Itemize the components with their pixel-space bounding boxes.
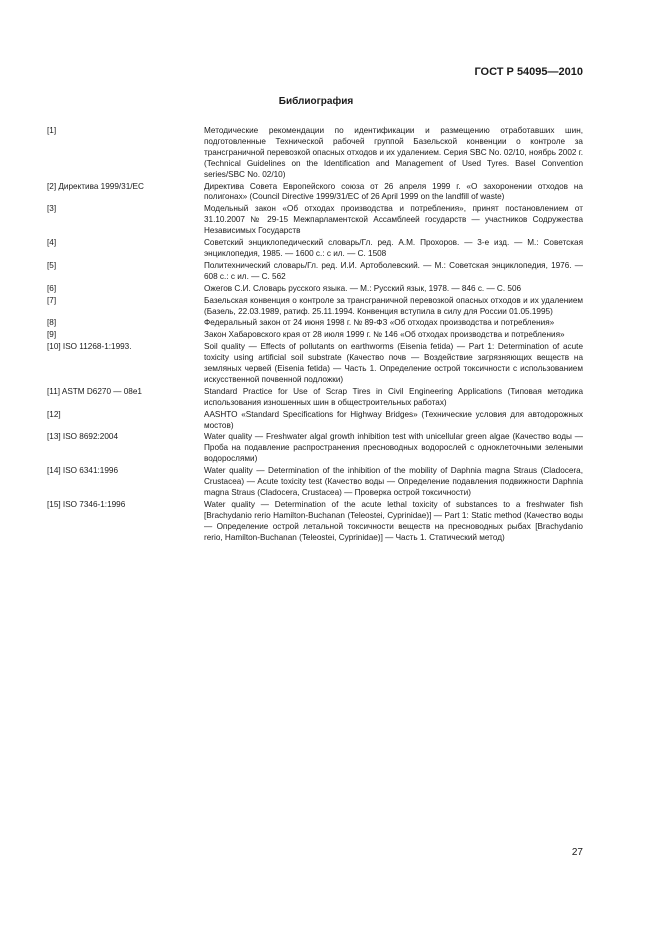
reference-id: [2] Директива 1999/31/ЕС xyxy=(47,181,144,191)
reference-item xyxy=(47,204,583,237)
reference-id: [9] xyxy=(47,330,57,340)
reference-text: Методические рекомендации по идентификации и размещению отработавших шин, подготовленные Технической рабочей группой Базельской конвенции о контроле за трансграничной перевозкой опасных отходов и их удалением. Серия SBC No. 02/10, ноябрь 2002 г. (Technical Guidelines on the Identification and Management of Used Tyres. Basel Convention series/SBC No. 02/10) xyxy=(204,126,583,179)
page-title: Библиография xyxy=(278,96,354,107)
reference-item xyxy=(47,342,583,386)
reference-item xyxy=(47,284,583,295)
reference-item xyxy=(47,466,583,499)
reference-item xyxy=(47,410,583,432)
reference-id: [15] ISO 7346-1:1996 xyxy=(47,499,126,509)
reference-text: Директива Совета Европейского союза от 26 апреля 1999 г. «О захоронении отходов на полигонах» (Council Directive 1999/31/EC of 26 April 1999 on the landfill of waste) xyxy=(204,181,583,202)
reference-id: [8] xyxy=(47,318,57,328)
reference-text: Soil quality — Effects of pollutants on earthworms (Eisenia fetida) — Part 1: Determination of acute toxicity using artificial soil substrate (Качество почв — Воздействие загрязняющих веществ на земляных червей (Eisenia fetida) — Часть 1. Определение острой токсичности с использованием искусственной почвенной подложки) xyxy=(204,342,583,384)
reference-text: Ожегов С.И. Словарь русского языка. — М.: Русский язык, 1978. — 846 с. — С. 506 xyxy=(204,283,522,293)
reference-item xyxy=(47,126,583,181)
reference-text: Политехнический словарь/Гл. ред. И.И. Артоболевский. — М.: Советская энциклопедия, 1976. — 608 с.: с ил. — С. 562 xyxy=(204,260,583,281)
reference-id: [12] xyxy=(47,409,61,419)
reference-id: [4] xyxy=(47,238,57,248)
reference-item xyxy=(47,318,583,329)
reference-text: Советский энциклопедический словарь/Гл. ред. А.М. Прохоров. — 3-е изд. — М.: Советская энциклопедия, 1985. — 1600 с.: с ил. — С. 1508 xyxy=(204,238,583,258)
reference-text: Базельская конвенция о контроле за трансграничной перевозкой опасных отходов и их удалением (Базель, 22.03.1989, ратиф. 25.11.1994. Конвенция вступила в силу для России 01.05.1995) xyxy=(204,295,583,316)
reference-item xyxy=(47,330,583,341)
reference-id: [11] ASTM D6270 — 08e1 xyxy=(47,386,142,396)
reference-text: AASHTO «Standard Specifications for Highway Bridges» (Технические условия для автодорожных мостов) xyxy=(204,409,583,430)
reference-text: Модельный закон «Об отходах производства и потребления», принят постановлением от 31.10.2007 № 29-15 Межпарламентской Ассамблеей государств — участников Содружества Независимых Государств xyxy=(204,204,583,236)
document-standard-header: ГОСТ Р 54095—2010 xyxy=(474,66,583,78)
reference-id: [1] xyxy=(47,126,57,135)
reference-item xyxy=(47,238,583,260)
reference-id: [5] xyxy=(47,260,57,270)
reference-text: Федеральный закон от 24 июня 1998 г. № 89-ФЗ «Об отходах производства и потребления» xyxy=(204,318,555,328)
reference-id: [10] ISO 11268-1:1993. xyxy=(47,342,132,352)
reference-item xyxy=(47,261,583,283)
reference-item xyxy=(47,432,583,465)
reference-item xyxy=(47,387,583,409)
reference-id: [6] xyxy=(47,283,57,293)
reference-text: Water quality — Determination of the inhibition of the mobility of Daphnia magna Straus (Cladocera, Crustacea) — Acute toxicity test (Качество воды — Определение подавления подвижности Daphnia magna Straus (Cladocera, Crustacea) — Проверка острой токсичности) xyxy=(204,466,583,497)
reference-id: [14] ISO 6341:1996 xyxy=(47,466,119,476)
reference-id: [7] xyxy=(47,295,57,305)
reference-item xyxy=(47,182,583,204)
bibliography-list xyxy=(47,126,583,545)
reference-item xyxy=(47,500,583,544)
reference-text: Закон Хабаровского края от 28 июля 1999 г. № 146 «Об отходах производства и потребления» xyxy=(204,330,565,340)
reference-text: Standard Practice for Use of Scrap Tires in Civil Engineering Applications (Типовая методика использования изношенных шин в общестроительных работах) xyxy=(204,386,583,407)
reference-text: Water quality — Freshwater algal growth inhibition test with unicellular green algae (Качество воды — Проба на подавление распространения пресноводных водорослей с одноклеточными зелеными водорослями) xyxy=(204,432,583,464)
reference-text: Water quality — Determination of the acute lethal toxicity of substances to a freshwater fish [Brachydanio rerio Hamilton-Buchanan (Teleostei, Cyprinidae)] — Part 1: Static method (Качество воды — Определение острой летальной токсичности веществ на пресноводных рыбах [Brachydanio rerio, Hamilton-Buchanan (Teleostei, Cyprinidae)] — Часть 1. Статический метод) xyxy=(204,499,583,542)
reference-id: [13] ISO 8692:2004 xyxy=(47,432,119,442)
page-number: 27 xyxy=(571,847,583,858)
reference-id: [3] xyxy=(47,204,57,214)
reference-item xyxy=(47,296,583,318)
